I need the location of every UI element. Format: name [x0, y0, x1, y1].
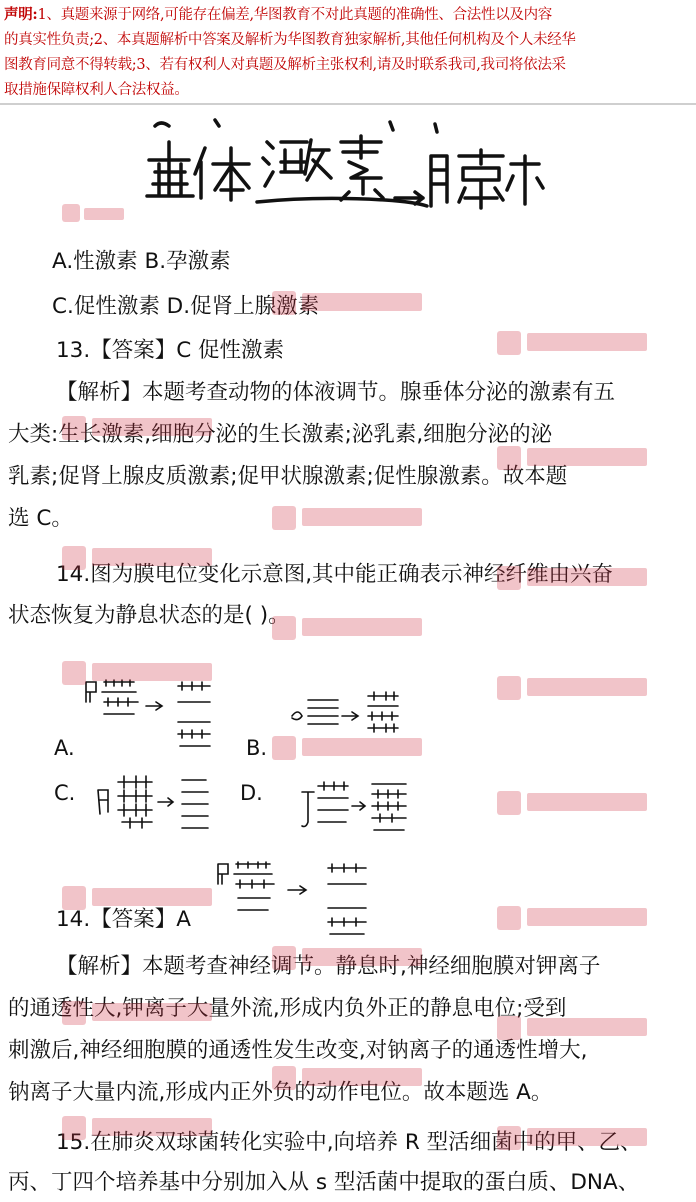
watermark-logo [270, 940, 430, 974]
q15-stem-line-2: 丙、丁四个培养基中分别加入从 s 型活菌中提取的蛋白质、DNA、 [8, 1170, 640, 1195]
watermark-logo [495, 670, 655, 704]
disclaimer-line-1: 声明:1、真题来源于网络,可能存在偏差,华图教育不对此真题的准确性、合法性以及内容 [4, 6, 552, 23]
q14-option-c-label: C. [54, 781, 76, 805]
q12-options-row-1: A.性激素 B.孕激素 [52, 249, 231, 274]
watermark-logo [495, 785, 655, 819]
a14-analysis-line-4: 钠离子大量内流,形成内正外负的动作电位。故本题选 A。 [8, 1080, 553, 1105]
q14-option-a-label: A. [54, 736, 75, 760]
watermark-logo [60, 880, 220, 914]
q12-options-row-2: C.促性激素 D.促肾上腺激素 [52, 294, 320, 319]
watermark-logo [60, 200, 130, 226]
watermark-logo [60, 655, 220, 689]
watermark-logo [60, 1110, 220, 1144]
watermark-logo [60, 540, 220, 574]
a13-analysis-line-2: 大类:生长激素,细胞分泌的生长激素;泌乳素,细胞分泌的泌 [8, 422, 553, 447]
disclaimer-line-2: 的真实性负责;2、本真题解析中答案及解析为华图教育独家解析,其他任何机构及个人未经华 [4, 32, 576, 48]
watermark-logo [495, 1010, 655, 1044]
a13-analysis-line-1: 【解析】本题考查动物的体液调节。腺垂体分泌的激素有五 [56, 380, 616, 405]
q14-stem-line-2: 状态恢复为静息状态的是( )。 [8, 603, 290, 628]
a13-analysis-line-4: 选 C。 [8, 506, 73, 531]
a14-answer-sketch [214, 858, 394, 942]
watermark-logo [270, 730, 430, 764]
watermark-logo [270, 500, 430, 534]
q14-option-d-sketch [300, 770, 430, 840]
watermark-logo [60, 410, 220, 444]
disclaimer-line-4: 取措施保障权利人合法权益。 [4, 82, 189, 98]
a14-analysis-line-1: 【解析】本题考查神经调节。静息时,神经细胞膜对钾离子 [56, 954, 601, 979]
disclaimer-label: 声明: [4, 6, 38, 23]
watermark-logo [270, 610, 430, 644]
watermark-logo [270, 1060, 430, 1094]
q14-option-b-label: B. [246, 736, 268, 760]
a14-answer: 14.【答案】A [56, 907, 191, 932]
watermark-logo [495, 440, 655, 474]
watermark-logo [495, 900, 655, 934]
watermark-logo [60, 995, 220, 1029]
a13-answer: 13.【答案】C 促性激素 [56, 338, 285, 363]
disclaimer-block [4, 2, 692, 103]
q14-option-c-sketch [78, 770, 218, 840]
watermark-logo [270, 285, 430, 319]
a14-analysis-line-3: 刺激后,神经细胞膜的通透性发生改变,对钠离子的通透性增大, [8, 1038, 588, 1063]
a14-analysis-line-2: 的通透性大,钾离子大量外流,形成内负外正的静息电位;受到 [8, 996, 567, 1021]
disclaimer-line-3: 图教育同意不得转载;3、若有权利人对真题及解析主张权利,请及时联系我司,我司将依法采 [4, 57, 566, 73]
watermark-logo [495, 1120, 655, 1154]
header-divider [0, 103, 696, 105]
a13-analysis-line-3: 乳素;促肾上腺皮质激素;促甲状腺激素;促性腺激素。故本题 [8, 464, 568, 489]
q14-stem-line-1: 14.图为膜电位变化示意图,其中能正确表示神经纤维由兴奋 [56, 562, 614, 587]
watermark-logo [495, 325, 655, 359]
q15-stem-line-1: 15.在肺炎双球菌转化实验中,向培养 R 型活细菌中的甲、乙、 [56, 1130, 642, 1155]
q14-option-d-label: D. [240, 781, 263, 805]
watermark-logo [495, 560, 655, 594]
handwritten-hormone-sketch [135, 112, 555, 230]
